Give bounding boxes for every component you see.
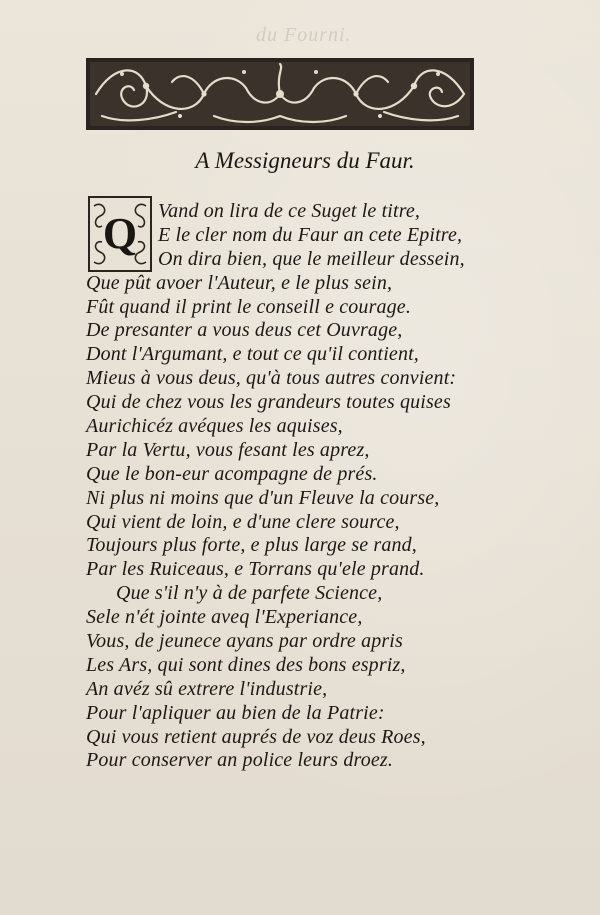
dedication-poem <box>86 200 465 773</box>
poem-line: Que le bon-eur acompagne de prés. <box>86 462 378 485</box>
poem-line: Les Ars, qui sont dines des bons espriz, <box>86 653 406 676</box>
poem-line: An avéz sû extrere l'industrie, <box>86 677 328 700</box>
svg-text:Q: Q <box>102 209 138 258</box>
poem-line: Vand on lira de ce Suget le titre, <box>158 200 421 222</box>
dedication-heading: A Messigneurs du Faur. <box>195 148 415 173</box>
poem-line: Qui vous retient auprés de voz deus Roes, <box>86 725 426 748</box>
poem-line: Que s'il n'y à de parfete Science, <box>116 582 383 605</box>
poem-line: Qui vient de loin, e d'une clere source, <box>86 510 400 533</box>
poem-line: Par les Ruiceaus, e Torrans qu'ele prand. <box>86 558 425 581</box>
poem-line: Ni plus ni moins que d'un Fleuve la course, <box>86 486 440 509</box>
bleed-through-text: du Fourni. <box>256 24 352 46</box>
poem-line: Qui de chez vous les grandeurs toutes quises <box>86 391 451 414</box>
poem-line: De presanter a vous deus cet Ouvrage, <box>86 319 403 342</box>
poem-line: Toujours plus forte, e plus large se rand, <box>86 534 417 557</box>
poem-line: Vous, de jeunece ayans par ordre apris <box>86 630 403 653</box>
poem-line: Dont l'Argumant, e tout ce qu'il contient, <box>86 343 419 366</box>
poem-line: On dira bien, que le meilleur dessein, <box>158 247 465 270</box>
poem-line: Sele n'ét jointe aveq l'Experiance, <box>86 606 363 629</box>
poem-line: Mieus à vous deus, qu'à tous autres convient: <box>86 367 457 390</box>
poem-line: Aurichicéz avéques les aquises, <box>86 415 343 438</box>
ornamental-headpiece <box>84 54 476 134</box>
poem-line: Fût quand il print le conseill e courage. <box>86 295 411 318</box>
poem-line: Que pût avoer l'Auteur, e le plus sein, <box>86 271 393 294</box>
poem-line: E le cler nom du Faur an cete Epitre, <box>158 223 463 246</box>
poem-line: Par la Vertu, vous fesant les aprez, <box>86 438 370 461</box>
poem-line: Pour conserver an police leurs droez. <box>86 749 393 772</box>
poem-line: Pour l'apliquer au bien de la Patrie: <box>86 701 385 724</box>
